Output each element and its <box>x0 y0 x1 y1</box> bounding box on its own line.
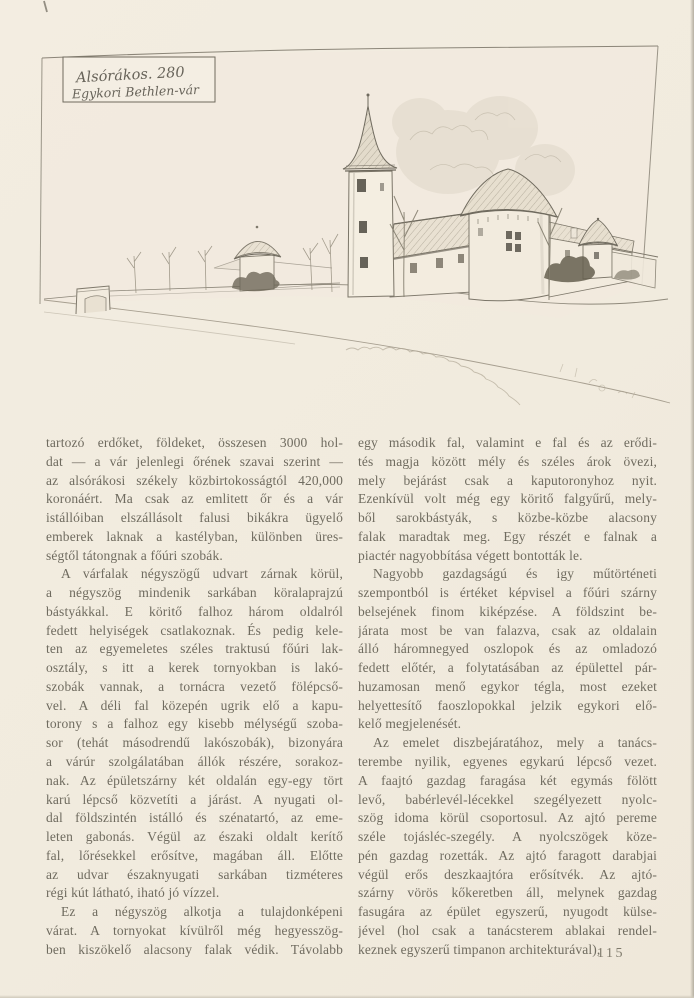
text-line: szög idoma körül csoportosul. Az ajtó pereme <box>358 810 657 826</box>
text-line: kelő megjelenését. <box>358 716 462 732</box>
text-line: ből sarokbástyák, s közbe-közbe alacsony <box>358 510 657 526</box>
text-line: terembe nyilik, egyenes egykarú lépcső vezet. <box>358 754 657 770</box>
text-line: keznek egyszerű timpanon architekturával), <box>358 941 601 957</box>
text-line: szobák vannak, a tornácra vezető fölépcső- <box>46 678 343 694</box>
text-line: széle tojásléc-szegély. A nyolcszögek köze- <box>358 829 657 845</box>
text-line: emberek laknak a kastélyban, különben üres- <box>46 528 343 544</box>
text-line: tartozó erdőket, földeket, összesen 3000 hol- <box>46 435 343 450</box>
text-line: Az emelet diszbejáratához, mely a tanács- <box>373 735 657 751</box>
corner-mark <box>44 1 47 12</box>
text-line: ségtől tátongnak a főúri szobák. <box>46 547 223 563</box>
text-line: nak. Az épületszárny két oldalán egy-egy tört <box>46 772 343 788</box>
label-line2: Egykori Bethlen-vár <box>71 81 200 102</box>
text-line: levő, babérlevél-lécekkel szegélyezett nyolc- <box>358 791 657 807</box>
text-line: pén gazdag rozetták. Az ajtó faragott darabjai <box>358 847 657 863</box>
text-line: dat — a vár jelenlegi őrének szavai szerint — <box>46 453 343 469</box>
text-line: a négyszög mindenik sarkában köralaprajzú <box>46 585 343 601</box>
artist-signature <box>346 347 635 405</box>
text-line: várat. A tornyokat kívülről még hegyesszög- <box>46 922 343 938</box>
text-line: az udvar északnyugati sarkában tizméteres <box>46 866 343 882</box>
text-line: mely bejárást csak a kaputoronyhoz nyit. <box>358 472 657 488</box>
text-column-left <box>46 434 343 959</box>
text-line: ben kiszökelő alacsony falak védik. Távolabb <box>46 941 343 957</box>
text-line: tés magja között mély és széles árok övezi, <box>358 453 657 469</box>
text-line: vel. A déli fal közepén ugrik elő a kapu- <box>46 697 343 713</box>
text-line: istállóiban elszállásolt falusi bikákra ügyelő <box>46 510 343 526</box>
text-line: leten gabonás. Végül az északi oldalt kerítő <box>46 829 343 845</box>
text-line: falak maradtak meg. Egy részét e falnak a <box>358 528 657 544</box>
text-line: dal földszintén istálló és szénatartó, az eme- <box>46 810 343 826</box>
text-line: járata most be van falazva, csak az oldalain <box>358 622 657 638</box>
text-line: fasugára az épület egyszerű, nyugodt külse- <box>358 904 657 920</box>
text-line: A faajtó gazdag faragása két egymás fölött <box>358 772 657 788</box>
text-line: bástyákkal. E köritő falhoz három oldalról <box>46 603 343 619</box>
text-line: szempontból is értéket képvisel a főúri szárny <box>358 585 657 601</box>
text-line: régi kút látható, iható jó vízzel. <box>46 885 220 901</box>
text-line: az alsórákosi székely közbirtokosságtól 420,000 <box>46 472 343 488</box>
text-line: jével (hol csak a tanácsterem ablakai rendel- <box>358 922 657 938</box>
text-line: fal, lőrésekkel erősítve, magában áll. Előtte <box>46 847 343 863</box>
page-number: 115 <box>597 946 625 961</box>
text-line: piactér nagyobbítása végett bontották le. <box>358 547 583 563</box>
text-line: egy második fal, valamint e fal és az erődi- <box>358 435 657 450</box>
text-line: végül erős deszkaajtóra erősítvék. Az ajtó- <box>358 866 657 882</box>
gate-structure <box>76 286 110 314</box>
text-line: helyettesítő faoszlopokkal jelzik egykori elő- <box>358 697 657 713</box>
text-line: Ez a négyszög alkotja a tulajdonképeni <box>61 904 343 920</box>
text-line: szárny vörös kőkeretben áll, melynek gazdag <box>358 885 657 901</box>
text-line: osztály, s itt a kerek tornyokban is lakó- <box>46 660 343 676</box>
text-line: koronáért. Ma csak az emlitett őr és a vár <box>46 491 343 507</box>
text-line: huzamosan menő egykor tégla, most ezeket <box>358 678 657 694</box>
label-line1: Alsórákos. 280 <box>75 64 186 87</box>
text-line: álló háromnegyed oszlopok és az omladozó <box>358 641 657 657</box>
text-line: fedett előtér, a folytatásában az épülettel pár- <box>358 660 657 676</box>
text-line: fedett helyiségek csatlakoznak. És pedig kele- <box>46 622 343 638</box>
text-line: karú lépcső közvetíti a járást. A nyugati ol- <box>46 791 343 807</box>
text-line: sor (tehát másodrendű lakószobák), bizonyára <box>46 735 343 751</box>
scan-edge-right <box>690 0 694 998</box>
castle-sketch-illustration <box>0 0 694 430</box>
text-column-right <box>358 434 657 959</box>
text-line: a várúr szolgálatában állók részére, sorakoz- <box>46 754 343 770</box>
text-line: torony s a falhoz egy kisebb mélységű szoba- <box>46 716 343 732</box>
text-line: A várfalak négyszögű udvart zárnak körül, <box>61 566 343 582</box>
label-box <box>63 57 215 102</box>
text-line: belsejének finom kiképzése. A földszint be- <box>358 603 657 619</box>
church-nave <box>389 213 473 297</box>
text-line: ten az egyemeletes széles traktusú főúri lak- <box>46 641 343 657</box>
text-line: Ezenkívül volt még egy köritő falgyűrű, mely- <box>358 491 657 507</box>
text-line: Nagyobb gazdagságú és igy műtörténeti <box>373 566 657 582</box>
